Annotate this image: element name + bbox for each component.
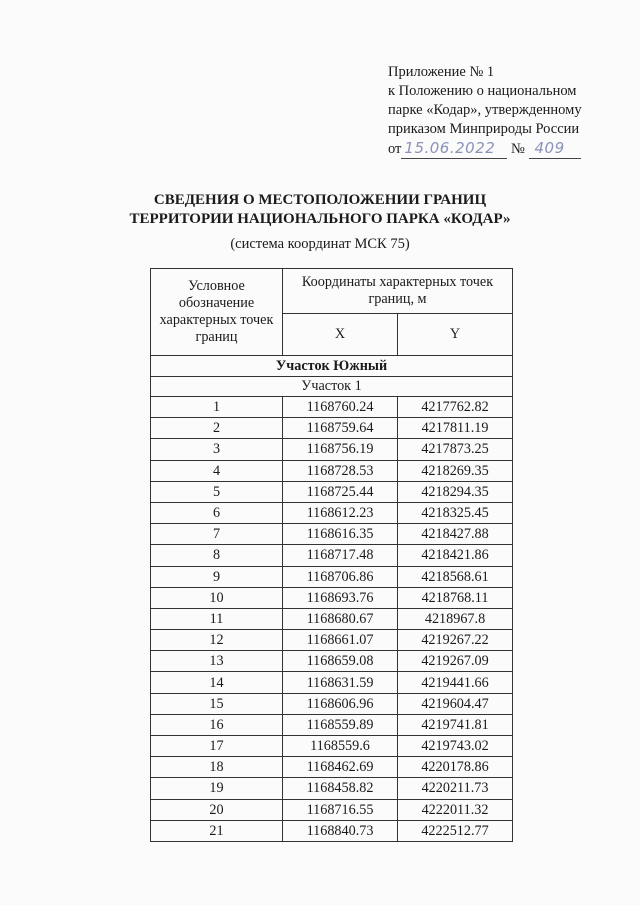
y-coordinate-cell: 4219267.22 [398, 630, 513, 651]
header-y: Y [398, 313, 513, 355]
coordinates-table [150, 268, 513, 842]
title-line-2: ТЕРРИТОРИИ НАЦИОНАЛЬНОГО ПАРКА «КОДАР» [129, 211, 511, 227]
y-coordinate-cell: 4218967.8 [398, 608, 513, 629]
table-row [151, 397, 513, 418]
handwritten-number: 409 [529, 139, 581, 159]
y-coordinate-cell: 4218568.61 [398, 566, 513, 587]
point-number-cell: 20 [151, 799, 283, 820]
y-coordinate-cell: 4219743.02 [398, 736, 513, 757]
x-coordinate-cell: 1168606.96 [283, 693, 398, 714]
table-row [151, 714, 513, 735]
point-number-cell: 17 [151, 736, 283, 757]
x-coordinate-cell: 1168559.89 [283, 714, 398, 735]
appendix-line-park: парке «Кодар», утвержденному [388, 102, 582, 118]
y-coordinate-cell: 4219441.66 [398, 672, 513, 693]
x-coordinate-cell: 1168661.07 [283, 630, 398, 651]
table-row [151, 460, 513, 481]
y-coordinate-cell: 4217762.82 [398, 397, 513, 418]
appendix-line-regulation: к Положению о национальном [388, 83, 577, 99]
y-coordinate-cell: 4220178.86 [398, 757, 513, 778]
point-number-cell: 16 [151, 714, 283, 735]
header-coordinates: Координаты характерных точек границ, м [283, 269, 513, 314]
appendix-title: Приложение № 1 [388, 64, 495, 80]
table-row [151, 820, 513, 841]
y-coordinate-cell: 4218269.35 [398, 460, 513, 481]
table-row [151, 439, 513, 460]
table-row [151, 693, 513, 714]
subsection-row: Участок 1 [151, 377, 513, 397]
table-row [151, 608, 513, 629]
table-row [151, 502, 513, 523]
table-row [151, 778, 513, 799]
table-row [151, 524, 513, 545]
table-row [151, 736, 513, 757]
y-coordinate-cell: 4218325.45 [398, 502, 513, 523]
x-coordinate-cell: 1168616.35 [283, 524, 398, 545]
table-row [151, 672, 513, 693]
x-coordinate-cell: 1168728.53 [283, 460, 398, 481]
point-number-cell: 2 [151, 418, 283, 439]
x-coordinate-cell: 1168659.08 [283, 651, 398, 672]
x-coordinate-cell: 1168756.19 [283, 439, 398, 460]
y-coordinate-cell: 4218421.86 [398, 545, 513, 566]
point-number-cell: 13 [151, 651, 283, 672]
appendix-header [388, 63, 628, 159]
x-coordinate-cell: 1168717.48 [283, 545, 398, 566]
point-number-cell: 5 [151, 481, 283, 502]
point-number-cell: 4 [151, 460, 283, 481]
y-coordinate-cell: 4217873.25 [398, 439, 513, 460]
point-number-cell: 14 [151, 672, 283, 693]
number-label: № [511, 141, 525, 157]
x-coordinate-cell: 1168693.76 [283, 587, 398, 608]
table-row [151, 545, 513, 566]
point-number-cell: 3 [151, 439, 283, 460]
x-coordinate-cell: 1168706.86 [283, 566, 398, 587]
section-row: Участок Южный [151, 356, 513, 377]
appendix-date-line [388, 139, 628, 159]
y-coordinate-cell: 4222512.77 [398, 820, 513, 841]
title-line-1: СВЕДЕНИЯ О МЕСТОПОЛОЖЕНИИ ГРАНИЦ [153, 192, 487, 208]
appendix-line-order: приказом Минприроды России [388, 121, 580, 137]
y-coordinate-cell: 4217811.19 [398, 418, 513, 439]
x-coordinate-cell: 1168716.55 [283, 799, 398, 820]
y-coordinate-cell: 4222011.32 [398, 799, 513, 820]
x-coordinate-cell: 1168680.67 [283, 608, 398, 629]
coordinate-system-note: (система координат МСК 75) [230, 236, 410, 252]
point-number-cell: 8 [151, 545, 283, 566]
date-prefix: от [388, 141, 402, 157]
x-coordinate-cell: 1168559.6 [283, 736, 398, 757]
point-number-cell: 10 [151, 587, 283, 608]
y-coordinate-cell: 4218427.88 [398, 524, 513, 545]
table-row [151, 481, 513, 502]
point-number-cell: 21 [151, 820, 283, 841]
x-coordinate-cell: 1168462.69 [283, 757, 398, 778]
point-number-cell: 18 [151, 757, 283, 778]
point-number-cell: 9 [151, 566, 283, 587]
x-coordinate-cell: 1168725.44 [283, 481, 398, 502]
y-coordinate-cell: 4220211.73 [398, 778, 513, 799]
x-coordinate-cell: 1168458.82 [283, 778, 398, 799]
point-number-cell: 7 [151, 524, 283, 545]
y-coordinate-cell: 4219604.47 [398, 693, 513, 714]
table-row [151, 651, 513, 672]
y-coordinate-cell: 4219741.81 [398, 714, 513, 735]
table-row [151, 418, 513, 439]
point-number-cell: 6 [151, 502, 283, 523]
y-coordinate-cell: 4218768.11 [398, 587, 513, 608]
point-number-cell: 1 [151, 397, 283, 418]
y-coordinate-cell: 4218294.35 [398, 481, 513, 502]
x-coordinate-cell: 1168760.24 [283, 397, 398, 418]
table-row [151, 587, 513, 608]
handwritten-date: 15.06.2022 [401, 139, 507, 159]
table-row [151, 630, 513, 651]
x-coordinate-cell: 1168759.64 [283, 418, 398, 439]
point-number-cell: 12 [151, 630, 283, 651]
x-coordinate-cell: 1168612.23 [283, 502, 398, 523]
y-coordinate-cell: 4219267.09 [398, 651, 513, 672]
point-number-cell: 11 [151, 608, 283, 629]
header-x: X [283, 313, 398, 355]
header-point-designation: Условное обозначение характерных точек границ [151, 269, 283, 356]
x-coordinate-cell: 1168840.73 [283, 820, 398, 841]
x-coordinate-cell: 1168631.59 [283, 672, 398, 693]
document-title [0, 191, 640, 229]
table-row [151, 566, 513, 587]
table-row [151, 757, 513, 778]
table-row [151, 799, 513, 820]
point-number-cell: 19 [151, 778, 283, 799]
point-number-cell: 15 [151, 693, 283, 714]
